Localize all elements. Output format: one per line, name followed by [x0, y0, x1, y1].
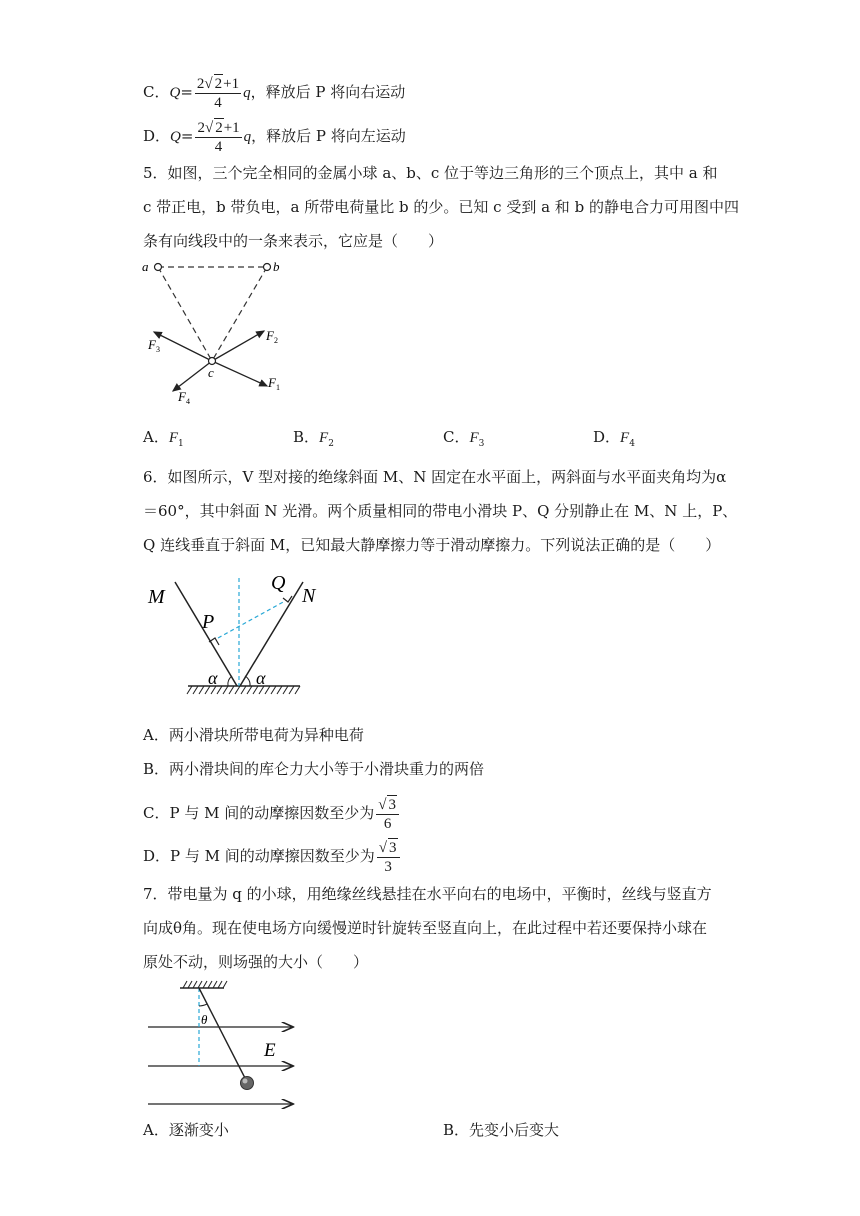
sqrt-radicand: 2	[214, 76, 223, 92]
equals-sign: =	[180, 127, 194, 145]
var-q: q	[243, 85, 251, 101]
label-alpha-left: α	[208, 668, 218, 688]
q5-line-3: 条有向线段中的一条来表示，它应是（ ）	[143, 232, 444, 250]
charged-ball	[241, 1077, 254, 1090]
ball-b	[264, 264, 271, 271]
q5-option-b: B．$F_2$	[293, 428, 334, 449]
option-text: ，释放后 P 将向左运动	[251, 127, 406, 145]
q5-option-a: A．$F_1$	[143, 428, 184, 449]
arrow-f1	[212, 361, 267, 386]
q5-option-d: D．$F_4$	[593, 428, 635, 449]
ceiling-hatching	[183, 981, 227, 988]
sqrt-radicand: 2	[215, 120, 223, 136]
label-c: c	[208, 365, 214, 380]
option-text: ，释放后 P 将向右运动	[250, 83, 406, 101]
ball-c	[209, 358, 216, 365]
label-alpha-right: α	[256, 668, 266, 688]
denominator: 4	[214, 95, 222, 111]
q5-line-2: c 带正电，b 带负电，a 所带电荷量比 b 的少。已知 c 受到 a 和 b 的静电合力可用图中四	[143, 198, 739, 216]
label-e: E	[264, 1040, 276, 1061]
q6-option-d: D．P 与 M 间的动摩擦因数至少为 $\frac{√ 3}{3}$	[143, 838, 402, 876]
q7-option-b: B．先变小后变大	[443, 1121, 560, 1139]
label-n: N	[302, 585, 316, 607]
q6-option-a: A．两小滑块所带电荷为异种电荷	[143, 726, 364, 744]
label-f2: $F_2$	[266, 328, 278, 345]
right-angle-p	[209, 638, 219, 645]
ground-hatching	[187, 686, 300, 694]
q7-line-2: 向成θ角。现在使电场方向缓慢逆时针旋转至竖直向上，在此过程中若还要保持小球在	[143, 919, 708, 937]
fraction: $\frac{2√ 2+1}{4}$	[197, 120, 240, 155]
q6-option-c: C．P 与 M 间的动摩擦因数至少为 $\frac{√ 3}{6}$	[143, 795, 401, 833]
label-a: a	[142, 259, 149, 274]
q7-line-3: 原处不动，则场强的大小（ ）	[143, 953, 369, 971]
q4-option-c	[143, 74, 405, 112]
numerator-tail: +1	[223, 76, 240, 92]
q7-figure	[140, 980, 310, 1110]
numerator-coef: 2	[197, 120, 205, 136]
fraction: $\frac{√ 3}{3}$	[377, 838, 400, 876]
label-p: P	[202, 611, 215, 633]
var-q-upper: Q	[170, 129, 181, 145]
var-q: q	[243, 129, 252, 145]
option-label: D．	[143, 127, 171, 145]
option-label: C．	[143, 83, 170, 101]
label-m: M	[148, 586, 165, 608]
numerator-tail: +1	[223, 120, 240, 136]
dashed-bc	[212, 267, 267, 361]
q7-line-1: 7．带电量为 q 的小球，用绝缘丝线悬挂在水平向右的电场中，平衡时，丝线与竖直方	[143, 885, 712, 903]
var-q-upper: Q	[169, 85, 181, 101]
incline-m	[175, 582, 237, 686]
theta-arc	[199, 1004, 207, 1006]
q6-line-3: Q 连线垂直于斜面 M，已知最大静摩擦力等于滑动摩擦力。下列说法正确的是（ ）	[143, 536, 721, 554]
q5-line-1: 5．如图，三个完全相同的金属小球 a、b、c 位于等边三角形的三个顶点上，其中 a 和	[143, 164, 718, 182]
q7-option-a: A．逐渐变小	[143, 1121, 229, 1139]
ball-highlight	[243, 1079, 248, 1084]
q6-line-1: 6．如图所示，V 型对接的绝缘斜面 M、N 固定在水平面上，两斜面与水平面夹角均为α	[143, 468, 727, 486]
label-b: b	[273, 259, 280, 274]
label-theta: θ	[201, 1012, 208, 1027]
label-f4: $F_4$	[178, 389, 190, 406]
numerator-coef: 2	[196, 76, 205, 92]
ball-a	[155, 264, 162, 271]
q4-option-d	[143, 118, 406, 156]
equals-sign: =	[180, 83, 193, 101]
label-q: Q	[271, 572, 286, 594]
pq-line-dashed	[218, 601, 285, 638]
q6-option-b: B．两小滑块间的库仑力大小等于小滑块重力的两倍	[143, 760, 485, 778]
fraction: $\frac{√ 3}{6}$	[376, 795, 399, 833]
arrow-f2	[212, 331, 264, 361]
label-f1: $F_1$	[268, 375, 280, 392]
q6-line-2: ＝60°，其中斜面 N 光滑。两个质量相同的带电小滑块 P、Q 分别静止在 M、N 上，P、	[143, 502, 738, 520]
q6-figure	[140, 568, 340, 708]
arrow-f4	[173, 361, 212, 391]
incline-n	[240, 582, 303, 686]
label-f3: $F_3$	[148, 337, 160, 354]
denominator: 4	[214, 139, 223, 155]
fraction: $\frac{2√ 2+1}{4}$	[196, 76, 240, 111]
q5-figure	[140, 255, 310, 415]
q5-option-c: C．$F_3$	[443, 428, 485, 449]
